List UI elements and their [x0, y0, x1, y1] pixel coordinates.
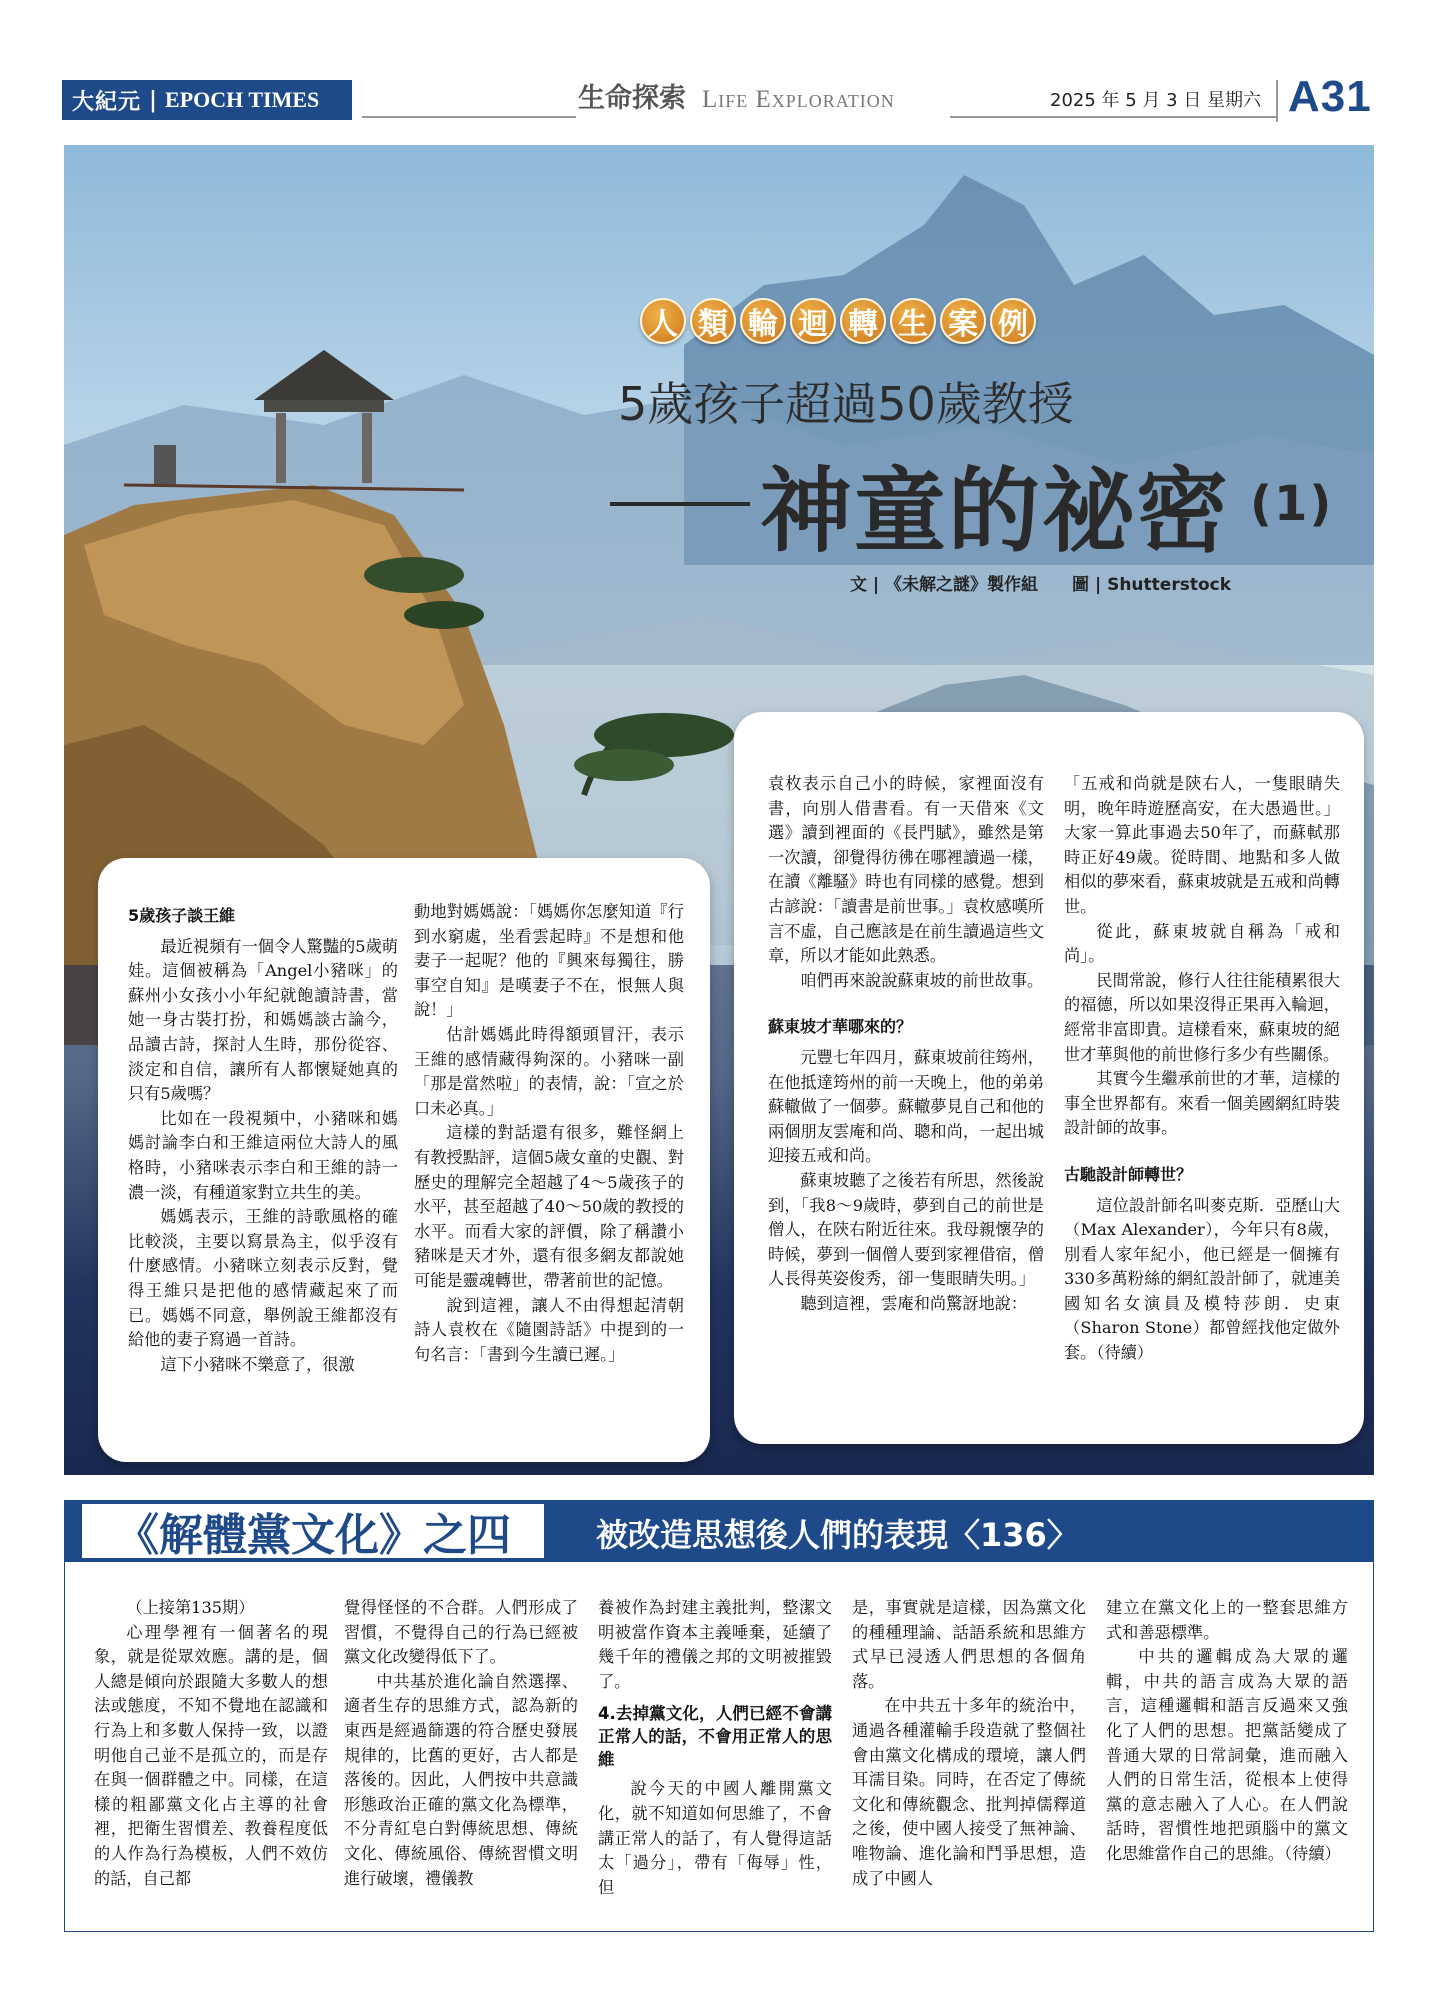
- series-column-3: [598, 1596, 832, 1900]
- paragraph: 「五戒和尚就是陝右人，一隻眼睛失明，晚年時遊歷高安，在大愚過世。」大家一算此事過去50年了，而蘇軾那時正好49歲。從時間、地點和多人做相似的夢來看，蘇東坡就是五戒和尚轉世。: [1064, 774, 1340, 916]
- section-title: [578, 76, 895, 116]
- kicker-char: 轉: [840, 298, 886, 344]
- paragraph: 說到這裡，讓人不由得想起清朝詩人袁枚在《隨園詩話》中提到的一句名言：「書到今生讀已遲。」: [414, 1295, 684, 1364]
- series-column-4: [852, 1596, 1086, 1891]
- masthead-logo: [62, 80, 352, 120]
- section-title-zh: 生命探索: [578, 83, 686, 114]
- paragraph: 最近視頻有一個令人驚豔的5歲萌娃。這個被稱為「Angel小豬咪」的蘇州小女孩小小年紀就飽讀詩書，當她一身古裝打扮，和媽媽談古論今，品讀古詩，探討人生時，那份從容、淡定和自信，讓所有人都懷疑她真的只有5歲嗎？: [128, 936, 398, 1104]
- paragraph: 這位設計師名叫麥克斯．亞歷山大（Max Alexander），今年只有8歲，別看人家年紀小，他已經是一個擁有330多萬粉絲的網紅設計師了，就連美國知名女演員及模特莎朗．史東（Sharon Stone）都曾經找他定做外套。（待續）: [1064, 1195, 1340, 1363]
- feature-headline: [610, 438, 1333, 570]
- paragraph: 這下小豬咪不樂意了，很激: [160, 1354, 355, 1374]
- kicker-char: 人: [640, 298, 686, 344]
- feature-column-4: [1064, 772, 1340, 1366]
- kicker-char: 類: [690, 298, 736, 344]
- paragraph: 這樣的對話還有很多，難怪網上有教授點評，這個5歲女童的史觀、對歷史的理解完全超越了4～5歲孩子的水平，甚至超越了40～50歲的教授的水平。而看大家的評價，除了稱讚小豬咪是天才外，還有很多網友都說她可能是靈魂轉世，帶著前世的記憶。: [414, 1123, 684, 1290]
- paragraph: 中共的邏輯成為大眾的邏輯，中共的語言成為大眾的語言，這種邏輯和語言反過來又強化了人們的思想。把黨話變成了普通大眾的日常詞彙，進而融入人們的日常生活，從根本上使得黨的意志融入了人心。在人們說話時，習慣性地把頭腦中的黨文化思維當作自己的思維。（待續）: [1106, 1647, 1348, 1863]
- masthead-en: EPOCH TIMES: [165, 87, 320, 112]
- paragraph: 媽媽表示，王維的詩歌風格的確比較淡，主要以寫景為主，似乎沒有什麼感情。小豬咪立刻表示反對，覺得王維只是把他的感情藏起來了而已。媽媽不同意，舉例說王維都沒有給他的妻子寫過一首詩。: [128, 1207, 398, 1350]
- paragraph: 中共基於進化論自然選擇、適者生存的思維方式，認為新的東西是經過篩選的符合歷史發展規律的，比舊的更好，古人都是落後的。因此，人們按中共意識形態政治正確的黨文化為標準，不分青紅皂白對傳統思想、傳統文化、傳統風俗、傳統習慣文明進行破壞，禮儀教: [344, 1671, 578, 1888]
- feature-column-3: [768, 772, 1044, 1316]
- page-number: A31: [1288, 72, 1372, 121]
- issue-date: 2025 年 5 月 3 日 星期六: [1050, 90, 1262, 111]
- kicker-char: 迴: [790, 298, 836, 344]
- series-column-5: [1106, 1596, 1348, 1867]
- header-rule-right: [950, 116, 1278, 118]
- kicker-char: 例: [990, 298, 1036, 344]
- paragraph: 說今天的中國人離開黨文化，就不知道如何思維了，不會講正常人的話了，有人覺得這話太「過分」，帶有「侮辱」性，但: [598, 1779, 832, 1897]
- series-column-2: [344, 1596, 578, 1891]
- paragraph: 養被作為封建主義批判，整潔文明被當作資本主義唾棄，延續了幾千年的禮儀之邦的文明被摧毀了。: [598, 1598, 832, 1691]
- series-subtitle: 被改造思想後人們的表現〈136〉: [596, 1516, 1079, 1554]
- kicker-badges: [640, 298, 1036, 344]
- kicker-char: 輪: [740, 298, 786, 344]
- section-title-en: Life Exploration: [702, 86, 895, 113]
- paragraph: 是，事實就是這樣，因為黨文化的種種理論、話語系統和思維方式早已浸透人們思想的各個角落。: [852, 1598, 1086, 1691]
- feature-column-2: [414, 900, 684, 1367]
- subheading: 5歲孩子談王維: [128, 906, 236, 925]
- paragraph: 從此，蘇東坡就自稱為「戒和尚」。: [1064, 921, 1340, 966]
- paragraph: （上接第135期）: [126, 1598, 255, 1617]
- headline-part-number: (1): [1250, 476, 1334, 532]
- kicker-char: 案: [940, 298, 986, 344]
- masthead-separator: |: [149, 87, 158, 113]
- paragraph: 動地對媽媽說：「媽媽你怎麼知道『行到水窮處，坐看雲起時』不是想和他妻子一起呢？他的『興來每獨往，勝事空自知』是嘆妻子不在，恨無人與說！」: [414, 902, 684, 1020]
- paragraph: 蘇東坡聽了之後若有所思，然後說到，「我8～9歲時，夢到自己的前世是僧人，在陝右附近往來。我母親懷孕的時候，夢到一個僧人要到家裡借宿，僧人長得英姿俊秀，卻一隻眼睛失明。」: [768, 1170, 1044, 1289]
- feature-column-1: [128, 900, 398, 1377]
- subheading: 古馳設計師轉世？: [1064, 1164, 1193, 1184]
- masthead-zh: 大紀元: [72, 88, 142, 115]
- header-divider: [1276, 80, 1278, 122]
- paragraph: 聽到這裡，雲庵和尚驚訝地說：: [800, 1293, 1028, 1313]
- feature-subtitle: 5歲孩子超過50歲教授: [618, 377, 1074, 431]
- headline-text: 神童的祕密: [760, 458, 1231, 565]
- paragraph: 其實今生繼承前世的才華，這樣的事全世界都有。來看一個美國網紅時裝設計師的故事。: [1064, 1069, 1340, 1138]
- paragraph: 在中共五十多年的統治中，通過各種灌輸手段造就了整個社會由黨文化構成的環境，讓人們耳濡目染。同時，在否定了傳統文化和傳統觀念、批判掉儒釋道之後，使中國人接受了無神論、唯物論、進化論和鬥爭思想，造成了中國人: [852, 1696, 1086, 1888]
- byline: 文 | 《未解之謎》製作組 圖 | Shutterstock: [850, 575, 1232, 595]
- header-rule-left: [362, 116, 576, 118]
- series-column-1: [94, 1596, 328, 1891]
- paragraph: 民間常說，修行人往往能積累很大的福德，所以如果沒得正果再入輪迴，經常非富即貴。這樣看來，蘇東坡的絕世才華與他的前世修行多少有些關係。: [1064, 970, 1340, 1064]
- paragraph: 比如在一段視頻中，小豬咪和媽媽討論李白和王維這兩位大詩人的風格時，小豬咪表示李白和王維的詩一濃一淡，有種道家對立共生的美。: [128, 1108, 398, 1202]
- subheading: 4.去掉黨文化，人們已經不會講正常人的話，不會用正常人的思維: [598, 1704, 832, 1770]
- paragraph: 心理學裡有一個著名的現象，就是從眾效應。講的是，個人總是傾向於跟隨大多數人的想法或態度，不知不覺地在認識和行為上和多數人保持一致，以證明他自己並不是孤立的，而是存在與一個群體之中。同樣，在這樣的粗鄙黨文化占主導的社會裡，把衛生習慣差、教養程度低的人作為行為模板，人們不效仿的話，自己都: [94, 1622, 328, 1888]
- series-title: 《解體黨文化》之四: [82, 1504, 544, 1558]
- paragraph: 元豐七年四月，蘇東坡前往筠州，在他抵達筠州的前一天晚上，他的弟弟蘇轍做了一個夢。蘇轍夢見自己和他的兩個朋友雲庵和尚、聰和尚，一起出城迎接五戒和尚。: [768, 1047, 1044, 1166]
- paragraph: 覺得怪怪的不合群。人們形成了習慣，不覺得自己的行為已經被黨文化改變得低下了。: [344, 1598, 578, 1667]
- subheading: 蘇東坡才華哪來的？: [768, 1017, 913, 1037]
- kicker-char: 生: [890, 298, 936, 344]
- paragraph: 咱們再來說說蘇東坡的前世故事。: [800, 970, 1044, 990]
- paragraph: 袁枚表示自己小的時候，家裡面沒有書，向別人借書看。有一天借來《文選》讀到裡面的《長門賦》，雖然是第一次讀，卻覺得彷彿在哪裡讀過一樣，在讀《離騷》時也有同樣的感覺。想到古諺說：「讀書是前世事。」袁枚感嘆所言不虛，自己應該是在前生讀過這些文章，所以才能如此熟悉。: [768, 774, 1044, 966]
- headline-dash: [610, 502, 750, 506]
- paragraph: 估計媽媽此時得額頭冒汗，表示王維的感情藏得夠深的。小豬咪一副「那是當然啦」的表情，說：「宣之於口未必真。」: [414, 1024, 684, 1118]
- paragraph: 建立在黨文化上的一整套思維方式和善惡標準。: [1106, 1598, 1348, 1642]
